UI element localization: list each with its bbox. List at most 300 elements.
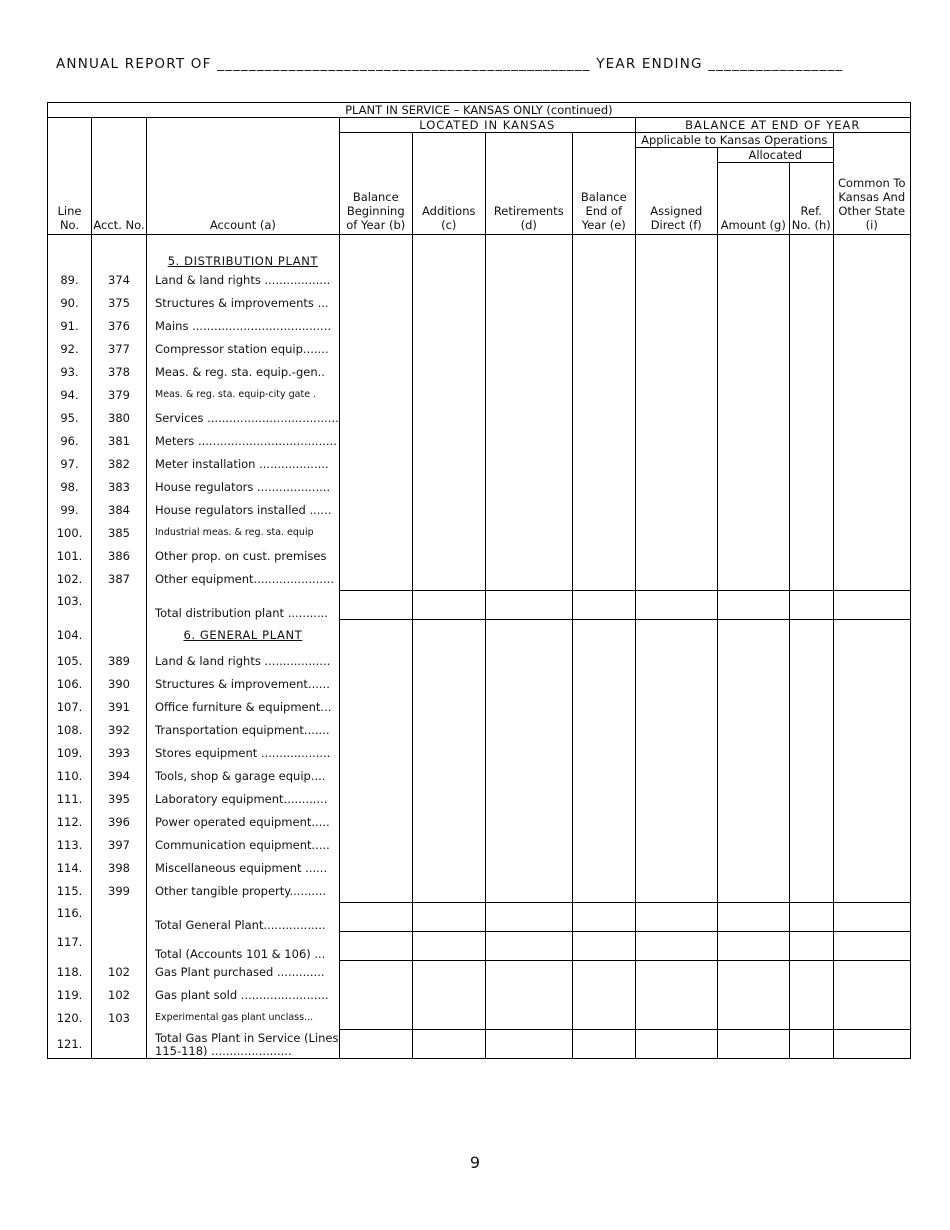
value-cell[interactable] xyxy=(412,407,485,430)
value-cell[interactable] xyxy=(635,857,717,880)
value-cell[interactable] xyxy=(485,880,572,903)
value-cell[interactable] xyxy=(339,811,412,834)
value-cell[interactable] xyxy=(717,932,789,961)
line-number: 106. xyxy=(48,673,92,696)
value-cell[interactable] xyxy=(717,361,789,384)
value-cell[interactable] xyxy=(412,568,485,591)
value-cell[interactable] xyxy=(717,811,789,834)
value-cell[interactable] xyxy=(635,407,717,430)
value-cell[interactable] xyxy=(789,384,833,407)
value-cell[interactable] xyxy=(635,834,717,857)
value-cell[interactable] xyxy=(485,719,572,742)
value-cell[interactable] xyxy=(572,430,635,453)
value-cell[interactable] xyxy=(717,292,789,315)
value-cell[interactable] xyxy=(572,984,635,1007)
account-number: 396 xyxy=(92,811,147,834)
value-cell[interactable] xyxy=(635,1007,717,1030)
value-cell[interactable] xyxy=(339,903,412,932)
account-number xyxy=(92,591,147,620)
value-cell[interactable] xyxy=(789,742,833,765)
value-cell[interactable] xyxy=(485,476,572,499)
value-cell[interactable] xyxy=(485,315,572,338)
value-cell[interactable] xyxy=(789,765,833,788)
value-cell[interactable] xyxy=(635,545,717,568)
value-cell[interactable] xyxy=(789,269,833,292)
value-cell[interactable] xyxy=(339,961,412,984)
value-cell[interactable] xyxy=(717,430,789,453)
value-cell[interactable] xyxy=(717,1007,789,1030)
value-cell[interactable] xyxy=(789,361,833,384)
value-cell[interactable] xyxy=(572,235,635,269)
value-cell[interactable] xyxy=(485,765,572,788)
value-cell[interactable] xyxy=(572,650,635,673)
value-cell[interactable] xyxy=(717,476,789,499)
value-cell[interactable] xyxy=(833,361,910,384)
value-cell[interactable] xyxy=(717,620,789,650)
table-row xyxy=(48,903,911,932)
value-cell[interactable] xyxy=(717,453,789,476)
value-cell[interactable] xyxy=(572,453,635,476)
value-cell[interactable] xyxy=(412,1007,485,1030)
value-cell[interactable] xyxy=(339,880,412,903)
value-cell[interactable] xyxy=(789,880,833,903)
value-cell[interactable] xyxy=(635,338,717,361)
value-cell[interactable] xyxy=(717,719,789,742)
value-cell[interactable] xyxy=(412,742,485,765)
value-cell[interactable] xyxy=(412,292,485,315)
value-cell[interactable] xyxy=(339,522,412,545)
company-name-blank[interactable]: _______________________________________________ xyxy=(217,56,591,72)
value-cell[interactable] xyxy=(339,453,412,476)
value-cell[interactable] xyxy=(789,1030,833,1059)
value-cell[interactable] xyxy=(635,903,717,932)
value-cell[interactable] xyxy=(635,269,717,292)
value-cell[interactable] xyxy=(572,338,635,361)
value-cell[interactable] xyxy=(833,620,910,650)
value-cell[interactable] xyxy=(635,292,717,315)
value-cell[interactable] xyxy=(833,407,910,430)
table-row xyxy=(48,620,911,650)
value-cell[interactable] xyxy=(833,430,910,453)
value-cell[interactable] xyxy=(717,857,789,880)
value-cell[interactable] xyxy=(572,880,635,903)
value-cell[interactable] xyxy=(833,453,910,476)
value-cell[interactable] xyxy=(789,476,833,499)
value-cell[interactable] xyxy=(833,742,910,765)
value-cell[interactable] xyxy=(572,568,635,591)
value-cell[interactable] xyxy=(485,811,572,834)
value-cell[interactable] xyxy=(635,499,717,522)
col-header-h: Ref. No. (h) xyxy=(789,163,833,235)
value-cell[interactable] xyxy=(789,961,833,984)
value-cell[interactable] xyxy=(339,673,412,696)
value-cell[interactable] xyxy=(485,453,572,476)
value-cell[interactable] xyxy=(412,315,485,338)
value-cell[interactable] xyxy=(485,235,572,269)
value-cell[interactable] xyxy=(717,522,789,545)
value-cell[interactable] xyxy=(485,696,572,719)
located-in-kansas-header: LOCATED IN KANSAS xyxy=(339,118,635,133)
value-cell[interactable] xyxy=(339,696,412,719)
value-cell[interactable] xyxy=(717,338,789,361)
value-cell[interactable] xyxy=(572,719,635,742)
value-cell[interactable] xyxy=(789,407,833,430)
value-cell[interactable] xyxy=(572,315,635,338)
value-cell[interactable] xyxy=(485,857,572,880)
value-cell[interactable] xyxy=(717,765,789,788)
value-cell[interactable] xyxy=(833,903,910,932)
value-cell[interactable] xyxy=(635,984,717,1007)
value-cell[interactable] xyxy=(412,235,485,269)
value-cell[interactable] xyxy=(485,673,572,696)
value-cell[interactable] xyxy=(485,788,572,811)
value-cell[interactable] xyxy=(717,1030,789,1059)
value-cell[interactable] xyxy=(412,673,485,696)
value-cell[interactable] xyxy=(339,765,412,788)
value-cell[interactable] xyxy=(339,545,412,568)
value-cell[interactable] xyxy=(572,1007,635,1030)
value-cell[interactable] xyxy=(833,932,910,961)
col-header-d: Retirements (d) xyxy=(485,133,572,235)
value-cell[interactable] xyxy=(789,932,833,961)
value-cell[interactable] xyxy=(339,742,412,765)
value-cell[interactable] xyxy=(485,650,572,673)
value-cell[interactable] xyxy=(717,788,789,811)
value-cell[interactable] xyxy=(572,788,635,811)
value-cell[interactable] xyxy=(789,1007,833,1030)
value-cell[interactable] xyxy=(412,453,485,476)
value-cell[interactable] xyxy=(572,620,635,650)
value-cell[interactable] xyxy=(339,568,412,591)
value-cell[interactable] xyxy=(339,932,412,961)
value-cell[interactable] xyxy=(717,673,789,696)
value-cell[interactable] xyxy=(789,430,833,453)
value-cell[interactable] xyxy=(485,430,572,453)
value-cell[interactable] xyxy=(833,545,910,568)
value-cell[interactable] xyxy=(833,499,910,522)
value-cell[interactable] xyxy=(339,476,412,499)
value-cell[interactable] xyxy=(789,499,833,522)
value-cell[interactable] xyxy=(789,545,833,568)
value-cell[interactable] xyxy=(635,1030,717,1059)
value-cell[interactable] xyxy=(339,857,412,880)
value-cell[interactable] xyxy=(412,269,485,292)
value-cell[interactable] xyxy=(789,811,833,834)
value-cell[interactable] xyxy=(635,453,717,476)
account-number: 379 xyxy=(92,384,147,407)
value-cell[interactable] xyxy=(717,834,789,857)
value-cell[interactable] xyxy=(485,292,572,315)
value-cell[interactable] xyxy=(789,620,833,650)
value-cell[interactable] xyxy=(833,235,910,269)
value-cell[interactable] xyxy=(339,1030,412,1059)
value-cell[interactable] xyxy=(833,591,910,620)
value-cell[interactable] xyxy=(717,650,789,673)
value-cell[interactable] xyxy=(635,650,717,673)
value-cell[interactable] xyxy=(635,591,717,620)
value-cell[interactable] xyxy=(412,903,485,932)
value-cell[interactable] xyxy=(717,269,789,292)
account-name: Structures & improvements ... xyxy=(147,292,340,315)
value-cell[interactable] xyxy=(635,719,717,742)
value-cell[interactable] xyxy=(412,696,485,719)
value-cell[interactable] xyxy=(412,522,485,545)
value-cell[interactable] xyxy=(485,903,572,932)
value-cell[interactable] xyxy=(339,384,412,407)
value-cell[interactable] xyxy=(833,961,910,984)
account-name: Miscellaneous equipment ...... xyxy=(147,857,340,880)
value-cell[interactable] xyxy=(717,696,789,719)
value-cell[interactable] xyxy=(485,1007,572,1030)
value-cell[interactable] xyxy=(572,673,635,696)
value-cell[interactable] xyxy=(717,591,789,620)
value-cell[interactable] xyxy=(339,235,412,269)
value-cell[interactable] xyxy=(572,522,635,545)
value-cell[interactable] xyxy=(789,315,833,338)
value-cell[interactable] xyxy=(339,1007,412,1030)
account-number: 378 xyxy=(92,361,147,384)
value-cell[interactable] xyxy=(572,834,635,857)
account-number: 395 xyxy=(92,788,147,811)
value-cell[interactable] xyxy=(789,696,833,719)
value-cell[interactable] xyxy=(833,292,910,315)
value-cell[interactable] xyxy=(717,742,789,765)
value-cell[interactable] xyxy=(572,903,635,932)
value-cell[interactable] xyxy=(339,499,412,522)
value-cell[interactable] xyxy=(412,650,485,673)
value-cell[interactable] xyxy=(485,407,572,430)
value-cell[interactable] xyxy=(339,407,412,430)
value-cell[interactable] xyxy=(572,384,635,407)
value-cell[interactable] xyxy=(635,620,717,650)
value-cell[interactable] xyxy=(635,932,717,961)
line-number: 99. xyxy=(48,499,92,522)
value-cell[interactable] xyxy=(339,591,412,620)
value-cell[interactable] xyxy=(339,788,412,811)
value-cell[interactable] xyxy=(412,788,485,811)
value-cell[interactable] xyxy=(833,696,910,719)
line-number: 120. xyxy=(48,1007,92,1030)
value-cell[interactable] xyxy=(412,545,485,568)
value-cell[interactable] xyxy=(339,650,412,673)
value-cell[interactable] xyxy=(485,361,572,384)
value-cell[interactable] xyxy=(717,384,789,407)
value-cell[interactable] xyxy=(789,568,833,591)
value-cell[interactable] xyxy=(412,430,485,453)
value-cell[interactable] xyxy=(412,765,485,788)
value-cell[interactable] xyxy=(572,476,635,499)
value-cell[interactable] xyxy=(339,315,412,338)
value-cell[interactable] xyxy=(412,834,485,857)
value-cell[interactable] xyxy=(635,361,717,384)
value-cell[interactable] xyxy=(635,880,717,903)
value-cell[interactable] xyxy=(412,984,485,1007)
value-cell[interactable] xyxy=(833,568,910,591)
value-cell[interactable] xyxy=(717,903,789,932)
value-cell[interactable] xyxy=(572,765,635,788)
value-cell[interactable] xyxy=(572,742,635,765)
value-cell[interactable] xyxy=(485,620,572,650)
value-cell[interactable] xyxy=(789,834,833,857)
value-cell[interactable] xyxy=(572,811,635,834)
value-cell[interactable] xyxy=(717,407,789,430)
value-cell[interactable] xyxy=(412,361,485,384)
value-cell[interactable] xyxy=(412,719,485,742)
value-cell[interactable] xyxy=(572,696,635,719)
value-cell[interactable] xyxy=(485,834,572,857)
value-cell[interactable] xyxy=(572,545,635,568)
value-cell[interactable] xyxy=(833,880,910,903)
value-cell[interactable] xyxy=(789,292,833,315)
value-cell[interactable] xyxy=(412,591,485,620)
value-cell[interactable] xyxy=(789,650,833,673)
value-cell[interactable] xyxy=(833,522,910,545)
value-cell[interactable] xyxy=(572,269,635,292)
line-number: 119. xyxy=(48,984,92,1007)
value-cell[interactable] xyxy=(635,235,717,269)
value-cell[interactable] xyxy=(789,788,833,811)
value-cell[interactable] xyxy=(339,269,412,292)
account-name: Total (Accounts 101 & 106) ... xyxy=(147,932,340,961)
value-cell[interactable] xyxy=(635,315,717,338)
value-cell[interactable] xyxy=(635,742,717,765)
value-cell[interactable] xyxy=(339,430,412,453)
value-cell[interactable] xyxy=(635,696,717,719)
value-cell[interactable] xyxy=(572,1030,635,1059)
line-number: 97. xyxy=(48,453,92,476)
value-cell[interactable] xyxy=(789,591,833,620)
value-cell[interactable] xyxy=(339,292,412,315)
value-cell[interactable] xyxy=(789,453,833,476)
value-cell[interactable] xyxy=(412,620,485,650)
value-cell[interactable] xyxy=(717,315,789,338)
value-cell[interactable] xyxy=(833,269,910,292)
value-cell[interactable] xyxy=(833,1030,910,1059)
value-cell[interactable] xyxy=(789,673,833,696)
value-cell[interactable] xyxy=(717,235,789,269)
value-cell[interactable] xyxy=(412,476,485,499)
value-cell[interactable] xyxy=(572,591,635,620)
table-row xyxy=(48,476,911,499)
value-cell[interactable] xyxy=(412,384,485,407)
value-cell[interactable] xyxy=(485,742,572,765)
value-cell[interactable] xyxy=(789,719,833,742)
value-cell[interactable] xyxy=(833,650,910,673)
value-cell[interactable] xyxy=(833,673,910,696)
value-cell[interactable] xyxy=(572,932,635,961)
value-cell[interactable] xyxy=(572,292,635,315)
value-cell[interactable] xyxy=(635,568,717,591)
table-row xyxy=(48,499,911,522)
value-cell[interactable] xyxy=(789,522,833,545)
value-cell[interactable] xyxy=(339,338,412,361)
value-cell[interactable] xyxy=(717,545,789,568)
value-cell[interactable] xyxy=(485,568,572,591)
value-cell[interactable] xyxy=(572,499,635,522)
value-cell[interactable] xyxy=(485,932,572,961)
value-cell[interactable] xyxy=(833,788,910,811)
value-cell[interactable] xyxy=(412,1030,485,1059)
value-cell[interactable] xyxy=(833,1007,910,1030)
value-cell[interactable] xyxy=(485,984,572,1007)
value-cell[interactable] xyxy=(485,1030,572,1059)
value-cell[interactable] xyxy=(572,857,635,880)
value-cell[interactable] xyxy=(412,811,485,834)
value-cell[interactable] xyxy=(789,338,833,361)
value-cell[interactable] xyxy=(833,984,910,1007)
value-cell[interactable] xyxy=(833,857,910,880)
value-cell[interactable] xyxy=(833,315,910,338)
value-cell[interactable] xyxy=(485,338,572,361)
value-cell[interactable] xyxy=(339,620,412,650)
value-cell[interactable] xyxy=(412,499,485,522)
value-cell[interactable] xyxy=(635,961,717,984)
value-cell[interactable] xyxy=(833,834,910,857)
value-cell[interactable] xyxy=(833,476,910,499)
value-cell[interactable] xyxy=(572,407,635,430)
value-cell[interactable] xyxy=(789,235,833,269)
value-cell[interactable] xyxy=(635,522,717,545)
value-cell[interactable] xyxy=(717,568,789,591)
value-cell[interactable] xyxy=(339,719,412,742)
value-cell[interactable] xyxy=(833,811,910,834)
value-cell[interactable] xyxy=(635,384,717,407)
value-cell[interactable] xyxy=(485,384,572,407)
value-cell[interactable] xyxy=(485,961,572,984)
value-cell[interactable] xyxy=(833,384,910,407)
year-ending-blank[interactable]: _________________ xyxy=(708,56,844,72)
value-cell[interactable] xyxy=(635,765,717,788)
value-cell[interactable] xyxy=(789,857,833,880)
value-cell[interactable] xyxy=(485,499,572,522)
value-cell[interactable] xyxy=(485,591,572,620)
value-cell[interactable] xyxy=(485,522,572,545)
value-cell[interactable] xyxy=(635,788,717,811)
value-cell[interactable] xyxy=(412,932,485,961)
value-cell[interactable] xyxy=(635,673,717,696)
value-cell[interactable] xyxy=(717,961,789,984)
value-cell[interactable] xyxy=(635,811,717,834)
value-cell[interactable] xyxy=(485,545,572,568)
value-cell[interactable] xyxy=(717,984,789,1007)
value-cell[interactable] xyxy=(412,880,485,903)
value-cell[interactable] xyxy=(339,834,412,857)
value-cell[interactable] xyxy=(833,765,910,788)
value-cell[interactable] xyxy=(717,499,789,522)
value-cell[interactable] xyxy=(339,361,412,384)
value-cell[interactable] xyxy=(833,338,910,361)
value-cell[interactable] xyxy=(833,719,910,742)
value-cell[interactable] xyxy=(412,338,485,361)
table-row xyxy=(48,1030,911,1059)
value-cell[interactable] xyxy=(789,903,833,932)
line-number: 101. xyxy=(48,545,92,568)
value-cell[interactable] xyxy=(635,430,717,453)
value-cell[interactable] xyxy=(635,476,717,499)
value-cell[interactable] xyxy=(339,984,412,1007)
report-header xyxy=(56,56,843,72)
value-cell[interactable] xyxy=(789,984,833,1007)
table-row xyxy=(48,788,911,811)
value-cell[interactable] xyxy=(572,361,635,384)
value-cell[interactable] xyxy=(572,961,635,984)
value-cell[interactable] xyxy=(412,857,485,880)
value-cell[interactable] xyxy=(485,269,572,292)
account-number: 380 xyxy=(92,407,147,430)
account-number: 103 xyxy=(92,1007,147,1030)
value-cell[interactable] xyxy=(717,880,789,903)
value-cell[interactable] xyxy=(412,961,485,984)
